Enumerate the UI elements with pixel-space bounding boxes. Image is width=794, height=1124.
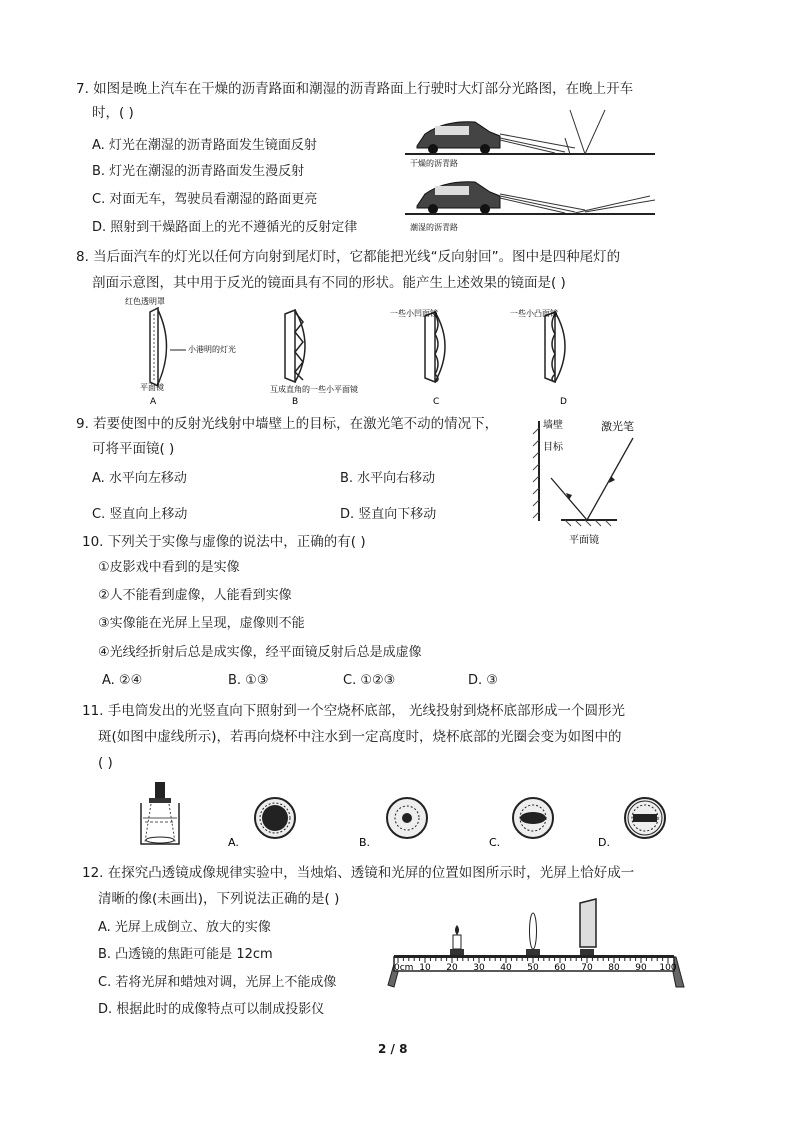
q7-label-wet: 潮湿的沥青路 [410, 223, 458, 232]
q8-label-plane-mirror: 平面镜 [140, 383, 164, 392]
ruler-tick-label: 70 [581, 963, 593, 973]
q9-label-mirror: 平面镜 [569, 535, 599, 546]
ruler-tick-label: 90 [635, 963, 647, 973]
q9-incident-ray [587, 438, 633, 520]
q11-figure [135, 778, 680, 850]
q11-option-b-figure [387, 798, 427, 838]
q12-candle [450, 925, 464, 955]
q8-label-convex: 一些小凸面镜 [510, 309, 558, 318]
q10-statement-1: ①皮影戏中看到的是实像 [98, 560, 240, 575]
q10-stem: 10. 下列关于实像与虚像的说法中，正确的有( ) [82, 534, 366, 550]
q12-option-d: D. 根据此时的成像特点可以制成投影仪 [98, 1002, 325, 1017]
q8-label-c: C [433, 397, 440, 407]
dry-road-car [417, 122, 500, 154]
q12-option-b: B. 凸透镜的焦距可能是 12cm [98, 947, 273, 962]
q8-stem-line2: 剖面示意图，其中用于反光的镜面具有不同的形状。能产生上述效果的镜面是( ) [92, 275, 566, 291]
q8-lamp-c [425, 312, 445, 382]
q8-lamp-a [150, 308, 186, 386]
q11-label-a: A. [228, 836, 239, 849]
q11-option-a-figure [255, 798, 295, 838]
q7-option-b: B. 灯光在潮湿的沥青路面发生漫反射 [92, 164, 305, 179]
ruler-tick-label: 0cm [394, 963, 414, 973]
q11-label-b: B. [359, 836, 371, 849]
q12-stem-line2: 清晰的像(未画出)，下列说法正确的是( ) [98, 891, 340, 907]
q11-stem-line1: 11. 手电筒发出的光竖直向下照射到一个空烧杯底部， 光线投射到烧杯底部形成一个圆形光 [82, 703, 626, 719]
q8-label-small-light: 小港明的灯光 [188, 345, 236, 354]
q12-option-c: C. 若将光屏和蜡烛对调，光屏上不能成像 [98, 975, 337, 990]
q8-label-concave: 一些小凹面镜 [390, 309, 438, 318]
q12-optical-bench [380, 895, 690, 995]
q10-statement-4: ④光线经折射后总是成实像，经平面镜反射后总是成虚像 [98, 645, 422, 660]
q8-lamp-d [545, 312, 565, 382]
q8-label-d: D [560, 397, 567, 407]
q10-option-b: B. ①③ [228, 673, 269, 688]
q8-label-right-angle: 互成直角的一些小平面镜 [270, 385, 358, 394]
q7-option-d: D. 照射到干燥路面上的光不遵循光的反射定律 [92, 220, 358, 235]
q9-option-b: B. 水平向右移动 [340, 471, 436, 486]
q11-stem-line2: 斑(如图中虚线所示)，若再向烧杯中注水到一定高度时，烧杯底部的光圈会变为如图中的 [98, 729, 622, 745]
q8-label-b: B [292, 397, 299, 407]
q12-option-a: A. 光屏上成倒立、放大的实像 [98, 920, 271, 935]
q10-statement-3: ③实像能在光屏上呈现，虚像则不能 [98, 616, 305, 631]
q7-figure [405, 110, 655, 240]
ruler-tick-label: 10 [419, 963, 431, 973]
q12-stem-line1: 12. 在探究凸透镜成像规律实验中，当烛焰、透镜和光屏的位置如图所示时，光屏上恰好成一 [82, 865, 635, 881]
q9-option-a: A. 水平向左移动 [92, 471, 187, 486]
q10-option-a: A. ②④ [102, 673, 143, 688]
page-number: 2 / 8 [378, 1042, 408, 1056]
ruler-tick-label: 50 [527, 963, 539, 973]
q9-label-wall: 墙壁 [543, 420, 563, 431]
ruler-tick-label: 100 [659, 963, 677, 973]
q7-stem-line1: 7. 如图是晚上汽车在干燥的沥青路面和潮湿的沥青路面上行驶时大灯部分光路图，在晚上开车 [76, 81, 634, 97]
q11-label-d: D. [598, 836, 610, 849]
q8-stem-line1: 8. 当后面汽车的灯光以任何方向射到尾灯时，它都能把光线“反向射回”。图中是四种尾灯的 [76, 249, 621, 265]
ruler-tick-label: 80 [608, 963, 620, 973]
q8-figure [120, 294, 590, 409]
q12-light-screen [580, 899, 596, 955]
q10-option-c: C. ①②③ [343, 673, 396, 688]
q10-statement-2: ②人不能看到虚像，人能看到实像 [98, 588, 292, 603]
q9-stem-line2: 可将平面镜( ) [92, 441, 175, 457]
ruler-tick-label: 30 [473, 963, 485, 973]
q9-option-d: D. 竖直向下移动 [340, 507, 437, 522]
ruler-tick-label: 40 [500, 963, 512, 973]
q11-label-c: C. [489, 836, 501, 849]
q10-option-d: D. ③ [468, 673, 498, 688]
q8-label-a: A [150, 397, 157, 407]
q9-stem-line1: 9. 若要使图中的反射光线射中墙壁上的目标，在激光笔不动的情况下， [76, 416, 499, 432]
q11-stem-line3: ( ) [98, 755, 113, 771]
q9-figure [525, 416, 655, 546]
ruler-tick-label: 20 [446, 963, 458, 973]
q9-label-laser: 激光笔 [601, 420, 634, 433]
q11-option-d-figure [625, 798, 665, 838]
q11-option-c-figure [513, 798, 553, 838]
q8-label-red-cover: 红色透明罩 [125, 297, 165, 306]
q12-convex-lens [526, 913, 540, 955]
q7-label-dry: 干燥的沥青路 [410, 159, 458, 168]
ruler-tick-label: 60 [554, 963, 566, 973]
q7-option-c: C. 对面无车，驾驶员看潮湿的路面更亮 [92, 192, 318, 207]
q9-option-c: C. 竖直向上移动 [92, 507, 188, 522]
q8-lamp-b [285, 310, 305, 382]
q7-stem-line2: 时，( ) [92, 105, 134, 121]
q11-beaker-flashlight [141, 782, 179, 844]
wet-road-car [417, 182, 500, 214]
q7-option-a: A. 灯光在潮湿的沥青路面发生镜面反射 [92, 138, 317, 153]
q9-label-target: 目标 [543, 442, 563, 453]
